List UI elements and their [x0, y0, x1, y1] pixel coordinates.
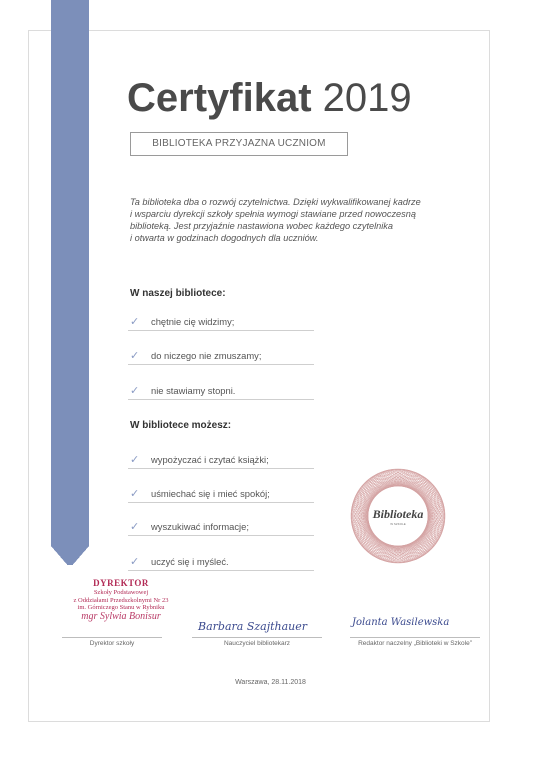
signature-label-director: Dyrektor szkoły	[89, 640, 135, 647]
list-item-text: nie stawiamy stopni.	[151, 385, 236, 396]
section-heading-library: W naszej bibliotece:	[130, 288, 226, 299]
rosette-seal-icon	[348, 466, 448, 566]
intro-paragraph	[130, 196, 450, 244]
title-year: 2019	[322, 76, 412, 120]
intro-line: biblioteką. Jest przyjaźnie nastawiona wobec każdego czytelnika	[130, 221, 394, 231]
signature-line-librarian	[192, 637, 322, 638]
list-item-text: uśmiechać się i mieć spokój;	[151, 488, 270, 499]
check-icon: ✓	[130, 316, 140, 328]
list-item	[128, 486, 314, 503]
signature-line-editor	[350, 637, 480, 638]
list-item-text: uczyć się i myśleć.	[151, 556, 229, 567]
stamp-signature: mgr Sylwia Bonisur	[81, 610, 161, 622]
stamp-title: DYREKTOR	[93, 578, 149, 588]
stamp-line: Szkoły Podstawowej	[93, 589, 149, 596]
list-item	[128, 383, 314, 400]
check-icon: ✓	[130, 521, 140, 533]
list-item-text: chętnie cię widzimy;	[151, 316, 235, 327]
check-icon: ✓	[130, 454, 140, 466]
signature-label-editor: Redaktor naczelny „Biblioteki w Szkole”	[358, 640, 472, 647]
check-icon: ✓	[130, 385, 140, 397]
list-item	[128, 452, 314, 469]
list-item	[128, 554, 314, 571]
list-item-text: do niczego nie zmuszamy;	[151, 350, 262, 361]
list-item	[128, 314, 314, 331]
list-item	[128, 348, 314, 365]
list-item	[128, 519, 314, 536]
signature-line-director	[62, 637, 162, 638]
certificate-title	[127, 74, 412, 122]
stamp-line: im. Górniczego Stanu w Rybniku	[77, 604, 165, 611]
intro-line: i wsparciu dyrekcji szkoły spełnia wymogi stawiane przed nowoczesną	[130, 209, 416, 219]
check-icon: ✓	[130, 556, 140, 568]
certificate-date: Warszawa, 28.11.2018	[235, 679, 306, 686]
director-stamp	[56, 578, 186, 626]
check-icon: ✓	[130, 350, 140, 362]
certificate-subtitle: BIBLIOTEKA PRZYJAZNA UCZNIOM	[130, 132, 348, 156]
signature-label-librarian: Nauczyciel bibliotekarz	[223, 640, 291, 647]
check-icon: ✓	[130, 488, 140, 500]
intro-line: i otwarta w godzinach dogodnych dla uczniów.	[130, 233, 319, 243]
librarian-signature: Barbara Szajthauer	[198, 620, 308, 633]
editor-signature: Jolanta Wasilewska	[352, 617, 450, 628]
seal-sub: W SZKOLE	[390, 522, 406, 526]
intro-line: Ta biblioteka dba o rozwój czytelnictwa. Dzięki wykwalifikowanej kadrze	[130, 197, 421, 207]
ribbon-bookmark	[51, 0, 89, 565]
section-heading-you-can: W bibliotece możesz:	[130, 420, 232, 431]
title-word: Certyfikat	[127, 76, 312, 120]
seal-name: Biblioteka	[372, 507, 424, 521]
list-item-text: wyszukiwać informacje;	[151, 521, 249, 532]
ribbon-notch	[51, 546, 89, 568]
list-item-text: wypożyczać i czytać książki;	[151, 454, 269, 465]
stamp-line: z Oddziałami Przedszkolnymi Nr 23	[73, 596, 169, 604]
